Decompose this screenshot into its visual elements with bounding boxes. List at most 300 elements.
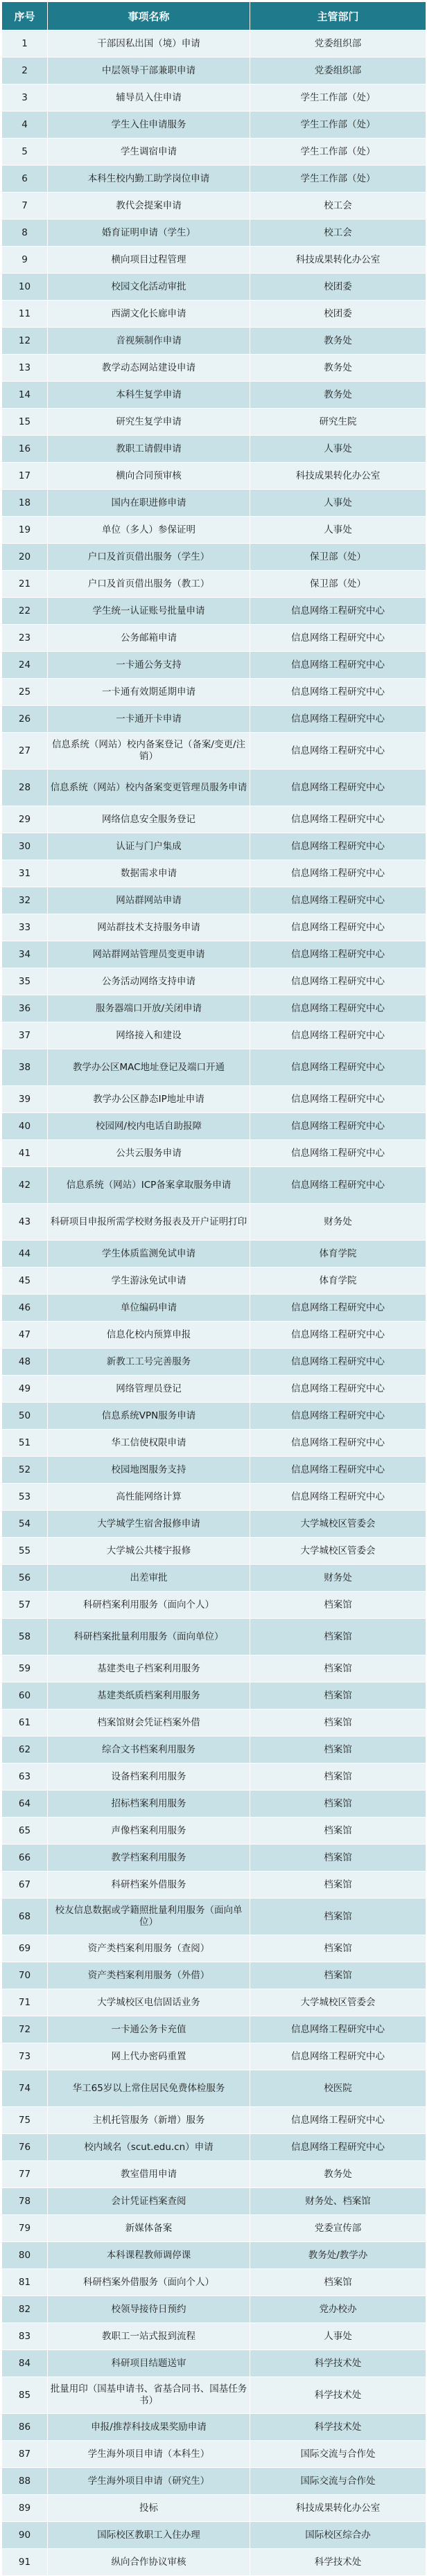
- department-name: 档案馆: [250, 1682, 426, 1709]
- department-name: 科学技术处: [250, 2414, 426, 2441]
- row-index: 32: [2, 887, 48, 914]
- row-index: 62: [2, 1736, 48, 1764]
- row-index: 54: [2, 1511, 48, 1538]
- matter-name: 单位（多人）参保证明: [48, 517, 250, 544]
- department-name: 档案馆: [250, 1709, 426, 1736]
- row-index: 56: [2, 1565, 48, 1592]
- table-body: [2, 30, 426, 2576]
- department-name: 校工会: [250, 193, 426, 220]
- matter-name: 纵向合作协议审核: [48, 2549, 250, 2576]
- table-row: [2, 1241, 426, 1268]
- table-row: [2, 382, 426, 409]
- row-index: 5: [2, 139, 48, 166]
- matter-name: 研究生复学申请: [48, 409, 250, 436]
- department-name: 党办校办: [250, 2296, 426, 2323]
- matter-name: 婚育证明申请（学生）: [48, 220, 250, 247]
- table-row: [2, 2323, 426, 2350]
- department-name: 信息网络工程研究中心: [250, 1484, 426, 1511]
- table-row: [2, 995, 426, 1022]
- matter-name: 校领导接待日预约: [48, 2296, 250, 2323]
- matter-name: 新媒体备案: [48, 2215, 250, 2242]
- matter-name: 国内在职进修申请: [48, 490, 250, 517]
- row-index: 46: [2, 1295, 48, 1322]
- table-row: [2, 833, 426, 860]
- table-row: [2, 598, 426, 625]
- table-row: [2, 166, 426, 193]
- table-row: [2, 85, 426, 112]
- table-row: [2, 1899, 426, 1935]
- table-row: [2, 860, 426, 887]
- matter-name: 户口及首页借出服务（学生）: [48, 544, 250, 571]
- table-row: [2, 517, 426, 544]
- matter-name: 户口及首页借出服务（教工）: [48, 571, 250, 598]
- department-name: 学生工作部（处）: [250, 139, 426, 166]
- table-row: [2, 2107, 426, 2134]
- table-row: [2, 1322, 426, 1349]
- matter-name: 信息系统（网站）ICP备案拿取服务申请: [48, 1167, 250, 1204]
- department-name: 信息网络工程研究中心: [250, 833, 426, 860]
- matter-name: 网站群技术支持服务申请: [48, 914, 250, 941]
- row-index: 21: [2, 571, 48, 598]
- matter-name: 公共云服务申请: [48, 1140, 250, 1167]
- table-row: [2, 1709, 426, 1736]
- matter-name: 网络接入和建设: [48, 1022, 250, 1049]
- row-index: 16: [2, 436, 48, 463]
- row-index: 78: [2, 2188, 48, 2215]
- row-index: 65: [2, 1818, 48, 1845]
- department-name: 档案馆: [250, 1764, 426, 1791]
- department-name: 档案馆: [250, 1655, 426, 1682]
- department-name: 国际校区综合办: [250, 2522, 426, 2549]
- row-index: 81: [2, 2269, 48, 2296]
- table-row: [2, 1764, 426, 1791]
- matter-name: 教职工请假申请: [48, 436, 250, 463]
- table-row: [2, 1565, 426, 1592]
- matter-name: 干部因私出国（境）申请: [48, 30, 250, 57]
- row-index: 70: [2, 1962, 48, 1989]
- table-row: [2, 2161, 426, 2188]
- matter-name: 华工信使权限申请: [48, 1430, 250, 1457]
- row-index: 88: [2, 2468, 48, 2495]
- department-name: 信息网络工程研究中心: [250, 806, 426, 833]
- department-name: 信息网络工程研究中心: [250, 1322, 426, 1349]
- matter-name: 学生游泳免试申请: [48, 1268, 250, 1295]
- row-index: 38: [2, 1049, 48, 1086]
- table-row: [2, 679, 426, 706]
- matter-name: 科研档案批量利用服务（面向单位）: [48, 1619, 250, 1655]
- matter-name: 声像档案利用服务: [48, 1818, 250, 1845]
- table-row: [2, 1592, 426, 1619]
- table-row: [2, 2070, 426, 2107]
- matter-name: 教学办公区MAC地址登记及端口开通: [48, 1049, 250, 1086]
- row-index: 20: [2, 544, 48, 571]
- department-name: 学生工作部（处）: [250, 112, 426, 139]
- row-index: 3: [2, 85, 48, 112]
- department-name: 人事处: [250, 517, 426, 544]
- matter-name: 基建类纸质档案利用服务: [48, 1682, 250, 1709]
- matter-name: 网络管理员登记: [48, 1376, 250, 1403]
- table-row: [2, 571, 426, 598]
- department-name: 党委宣传部: [250, 2215, 426, 2242]
- matter-name: 校园网/校内电话自助报障: [48, 1113, 250, 1140]
- department-name: 大学城校区管委会: [250, 1511, 426, 1538]
- table-row: [2, 1457, 426, 1484]
- row-index: 53: [2, 1484, 48, 1511]
- table-row: [2, 1376, 426, 1403]
- department-name: 信息网络工程研究中心: [250, 914, 426, 941]
- department-name: 信息网络工程研究中心: [250, 1376, 426, 1403]
- matter-name: 资产类档案利用服务（外借）: [48, 1962, 250, 1989]
- table-row: [2, 2549, 426, 2576]
- table-row: [2, 1403, 426, 1430]
- department-name: 研究生院: [250, 409, 426, 436]
- row-index: 15: [2, 409, 48, 436]
- table-row: [2, 2377, 426, 2414]
- row-index: 55: [2, 1538, 48, 1565]
- table-row: [2, 770, 426, 806]
- matter-name: 校园地图服务支持: [48, 1457, 250, 1484]
- row-index: 59: [2, 1655, 48, 1682]
- table-row: [2, 2296, 426, 2323]
- row-index: 48: [2, 1349, 48, 1376]
- department-name: 财务处: [250, 1565, 426, 1592]
- table-row: [2, 2414, 426, 2441]
- department-name: 档案馆: [250, 1592, 426, 1619]
- matter-name: 本科生校内勤工助学岗位申请: [48, 166, 250, 193]
- row-index: 33: [2, 914, 48, 941]
- table-row: [2, 1086, 426, 1113]
- matter-name: 数据需求申请: [48, 860, 250, 887]
- row-index: 60: [2, 1682, 48, 1709]
- table-row: [2, 806, 426, 833]
- department-name: 保卫部（处）: [250, 544, 426, 571]
- row-index: 61: [2, 1709, 48, 1736]
- department-name: 档案馆: [250, 1872, 426, 1899]
- matter-name: 科研档案利用服务（面向个人）: [48, 1592, 250, 1619]
- row-index: 11: [2, 301, 48, 328]
- matter-name: 高性能网络计算: [48, 1484, 250, 1511]
- table-row: [2, 625, 426, 652]
- table-row: [2, 706, 426, 733]
- table-row: [2, 220, 426, 247]
- department-name: 信息网络工程研究中心: [250, 2043, 426, 2070]
- row-index: 77: [2, 2161, 48, 2188]
- department-name: 校团委: [250, 301, 426, 328]
- table-row: [2, 1989, 426, 2016]
- department-name: 大学城校区管委会: [250, 1989, 426, 2016]
- row-index: 6: [2, 166, 48, 193]
- matter-name: 教学动态网站建设申请: [48, 355, 250, 382]
- department-name: 档案馆: [250, 1962, 426, 1989]
- matter-name: 网站群网站管理员变更申请: [48, 941, 250, 968]
- table-row: [2, 1140, 426, 1167]
- department-name: 人事处: [250, 490, 426, 517]
- table-row: [2, 1113, 426, 1140]
- table-row: [2, 2016, 426, 2043]
- row-index: 37: [2, 1022, 48, 1049]
- matter-name: 基建类电子档案利用服务: [48, 1655, 250, 1682]
- row-index: 17: [2, 463, 48, 490]
- department-name: 信息网络工程研究中心: [250, 1430, 426, 1457]
- table-row: [2, 409, 426, 436]
- table-row: [2, 1022, 426, 1049]
- matter-name: 大学城公共楼宇报修: [48, 1538, 250, 1565]
- matter-name: 服务器端口开放/关闭申请: [48, 995, 250, 1022]
- department-name: 档案馆: [250, 1899, 426, 1935]
- table-row: [2, 2441, 426, 2468]
- department-name: 信息网络工程研究中心: [250, 679, 426, 706]
- department-name: 信息网络工程研究中心: [250, 941, 426, 968]
- row-index: 87: [2, 2441, 48, 2468]
- table-row: [2, 30, 426, 57]
- row-index: 45: [2, 1268, 48, 1295]
- row-index: 89: [2, 2495, 48, 2522]
- matter-name: 网络信息安全服务登记: [48, 806, 250, 833]
- department-name: 体育学院: [250, 1268, 426, 1295]
- matter-name: 学生体质监测免试申请: [48, 1241, 250, 1268]
- department-name: 教务处: [250, 355, 426, 382]
- table-row: [2, 355, 426, 382]
- department-name: 科技成果转化办公室: [250, 2495, 426, 2522]
- row-index: 90: [2, 2522, 48, 2549]
- matter-name: 网上代办密码重置: [48, 2043, 250, 2070]
- table-row: [2, 301, 426, 328]
- table-row: [2, 57, 426, 85]
- table-row: [2, 139, 426, 166]
- matter-name: 校园文化活动审批: [48, 274, 250, 301]
- table-row: [2, 1818, 426, 1845]
- table-row: [2, 2043, 426, 2070]
- row-index: 36: [2, 995, 48, 1022]
- table-row: [2, 1167, 426, 1204]
- department-name: 科学技术处: [250, 2377, 426, 2414]
- table-row: [2, 1538, 426, 1565]
- matter-name: 学生调宿申请: [48, 139, 250, 166]
- department-name: 大学城校区管委会: [250, 1538, 426, 1565]
- department-name: 教务处: [250, 328, 426, 355]
- row-index: 50: [2, 1403, 48, 1430]
- row-index: 12: [2, 328, 48, 355]
- matter-name: 新教工工号完善服务: [48, 1349, 250, 1376]
- table-row: [2, 1962, 426, 1989]
- department-name: 档案馆: [250, 1845, 426, 1872]
- table-row: [2, 1049, 426, 1086]
- matter-name: 教学档案利用服务: [48, 1845, 250, 1872]
- matter-name: 大学城学生宿舍报修申请: [48, 1511, 250, 1538]
- row-index: 76: [2, 2134, 48, 2161]
- department-name: 信息网络工程研究中心: [250, 1113, 426, 1140]
- department-name: 科学技术处: [250, 2549, 426, 2576]
- matter-name: 横向项目过程管理: [48, 247, 250, 274]
- department-name: 校团委: [250, 274, 426, 301]
- row-index: 66: [2, 1845, 48, 1872]
- service-matters-table: [1, 1, 426, 2576]
- row-index: 73: [2, 2043, 48, 2070]
- department-name: 信息网络工程研究中心: [250, 1349, 426, 1376]
- table-row: [2, 914, 426, 941]
- matter-name: 一卡通有效期延期申请: [48, 679, 250, 706]
- row-index: 1: [2, 30, 48, 57]
- department-name: 信息网络工程研究中心: [250, 1403, 426, 1430]
- table-row: [2, 887, 426, 914]
- department-name: 党委组织部: [250, 57, 426, 85]
- matter-name: 国际校区教职工入住办理: [48, 2522, 250, 2549]
- row-index: 67: [2, 1872, 48, 1899]
- table-row: [2, 1655, 426, 1682]
- table-row: [2, 2215, 426, 2242]
- table-row: [2, 2495, 426, 2522]
- matter-name: 申报/推荐科技成果奖励申请: [48, 2414, 250, 2441]
- department-name: 国际交流与合作处: [250, 2441, 426, 2468]
- matter-name: 批量用印（国基申请书、省基合同书、国基任务书）: [48, 2377, 250, 2414]
- matter-name: 资产类档案利用服务（查阅）: [48, 1935, 250, 1962]
- row-index: 68: [2, 1899, 48, 1935]
- table-row: [2, 274, 426, 301]
- matter-name: 西湖文化长廊申请: [48, 301, 250, 328]
- row-index: 49: [2, 1376, 48, 1403]
- table-row: [2, 1430, 426, 1457]
- department-name: 教务处: [250, 382, 426, 409]
- department-name: 科技成果转化办公室: [250, 247, 426, 274]
- department-name: 信息网络工程研究中心: [250, 1140, 426, 1167]
- department-name: 档案馆: [250, 1791, 426, 1818]
- row-index: 2: [2, 57, 48, 85]
- matter-name: 网站群网站申请: [48, 887, 250, 914]
- row-index: 85: [2, 2377, 48, 2414]
- row-index: 35: [2, 968, 48, 995]
- row-index: 7: [2, 193, 48, 220]
- matter-name: 校友信息数据或学籍照批量利用服务（面向单位）: [48, 1899, 250, 1935]
- matter-name: 大学城校区电信固话业务: [48, 1989, 250, 2016]
- department-name: 信息网络工程研究中心: [250, 733, 426, 770]
- department-name: 信息网络工程研究中心: [250, 887, 426, 914]
- table-row: [2, 1845, 426, 1872]
- table-row: [2, 436, 426, 463]
- matter-name: 信息系统VPN服务申请: [48, 1403, 250, 1430]
- row-index: 18: [2, 490, 48, 517]
- row-index: 9: [2, 247, 48, 274]
- matter-name: 教学办公区静态IP地址申请: [48, 1086, 250, 1113]
- matter-name: 校内域名（scut.edu.cn）申请: [48, 2134, 250, 2161]
- department-name: 学生工作部（处）: [250, 85, 426, 112]
- department-name: 国际交流与合作处: [250, 2468, 426, 2495]
- row-index: 30: [2, 833, 48, 860]
- matter-name: 主机托管服务（新增）服务: [48, 2107, 250, 2134]
- row-index: 25: [2, 679, 48, 706]
- table-row: [2, 193, 426, 220]
- department-name: 信息网络工程研究中心: [250, 1022, 426, 1049]
- matter-name: 教室借用申请: [48, 2161, 250, 2188]
- department-name: 校工会: [250, 220, 426, 247]
- department-name: 信息网络工程研究中心: [250, 1086, 426, 1113]
- matter-name: 本科课程教师调停课: [48, 2242, 250, 2269]
- table-row: [2, 1872, 426, 1899]
- table-row: [2, 2134, 426, 2161]
- matter-name: 信息化校内预算申报: [48, 1322, 250, 1349]
- row-index: 71: [2, 1989, 48, 2016]
- matter-name: 学生海外项目申请（本科生）: [48, 2441, 250, 2468]
- table-row: [2, 328, 426, 355]
- department-name: 科技成果转化办公室: [250, 463, 426, 490]
- row-index: 79: [2, 2215, 48, 2242]
- table-row: [2, 1295, 426, 1322]
- row-index: 82: [2, 2296, 48, 2323]
- matter-name: 本科生复学申请: [48, 382, 250, 409]
- row-index: 39: [2, 1086, 48, 1113]
- matter-name: 一卡通公务支持: [48, 652, 250, 679]
- department-name: 体育学院: [250, 1241, 426, 1268]
- row-index: 27: [2, 733, 48, 770]
- department-name: 信息网络工程研究中心: [250, 1295, 426, 1322]
- department-name: 信息网络工程研究中心: [250, 770, 426, 806]
- table-row: [2, 2468, 426, 2495]
- table-row: [2, 1791, 426, 1818]
- department-name: 人事处: [250, 2323, 426, 2350]
- table-row: [2, 544, 426, 571]
- matter-name: 科研档案外借服务（面向个人）: [48, 2269, 250, 2296]
- row-index: 42: [2, 1167, 48, 1204]
- matter-name: 横向合同预审核: [48, 463, 250, 490]
- matter-name: 一卡通公务卡充值: [48, 2016, 250, 2043]
- table-row: [2, 1935, 426, 1962]
- table-row: [2, 652, 426, 679]
- row-index: 47: [2, 1322, 48, 1349]
- matter-name: 招标档案利用服务: [48, 1791, 250, 1818]
- matter-name: 学生海外项目申请（研究生）: [48, 2468, 250, 2495]
- row-index: 83: [2, 2323, 48, 2350]
- row-index: 72: [2, 2016, 48, 2043]
- department-name: 财务处: [250, 1204, 426, 1241]
- row-index: 28: [2, 770, 48, 806]
- row-index: 75: [2, 2107, 48, 2134]
- matter-name: 音视频制作申请: [48, 328, 250, 355]
- department-name: 信息网络工程研究中心: [250, 2107, 426, 2134]
- row-index: 43: [2, 1204, 48, 1241]
- row-index: 58: [2, 1619, 48, 1655]
- department-name: 财务处、档案馆: [250, 2188, 426, 2215]
- matter-name: 科研项目结题送审: [48, 2350, 250, 2377]
- matter-name: 档案馆财会凭证档案外借: [48, 1709, 250, 1736]
- table-header-row: [2, 2, 426, 30]
- row-index: 8: [2, 220, 48, 247]
- table-row: [2, 463, 426, 490]
- table-row: [2, 941, 426, 968]
- department-name: 信息网络工程研究中心: [250, 1167, 426, 1204]
- department-name: 档案馆: [250, 1935, 426, 1962]
- matter-name: 科研项目申报所需学校财务报表及开户证明打印: [48, 1204, 250, 1241]
- matter-name: 单位编码申请: [48, 1295, 250, 1322]
- header-index: 序号: [2, 2, 48, 30]
- row-index: 69: [2, 1935, 48, 1962]
- table-row: [2, 2522, 426, 2549]
- department-name: 信息网络工程研究中心: [250, 652, 426, 679]
- department-name: 信息网络工程研究中心: [250, 625, 426, 652]
- row-index: 80: [2, 2242, 48, 2269]
- department-name: 信息网络工程研究中心: [250, 706, 426, 733]
- matter-name: 会计凭证档案查阅: [48, 2188, 250, 2215]
- department-name: 档案馆: [250, 1619, 426, 1655]
- department-name: 信息网络工程研究中心: [250, 995, 426, 1022]
- department-name: 信息网络工程研究中心: [250, 598, 426, 625]
- row-index: 14: [2, 382, 48, 409]
- matter-name: 认证与门户集成: [48, 833, 250, 860]
- department-name: 保卫部（处）: [250, 571, 426, 598]
- row-index: 74: [2, 2070, 48, 2107]
- row-index: 34: [2, 941, 48, 968]
- department-name: 信息网络工程研究中心: [250, 968, 426, 995]
- table-row: [2, 2188, 426, 2215]
- header-department: 主管部门: [250, 2, 426, 30]
